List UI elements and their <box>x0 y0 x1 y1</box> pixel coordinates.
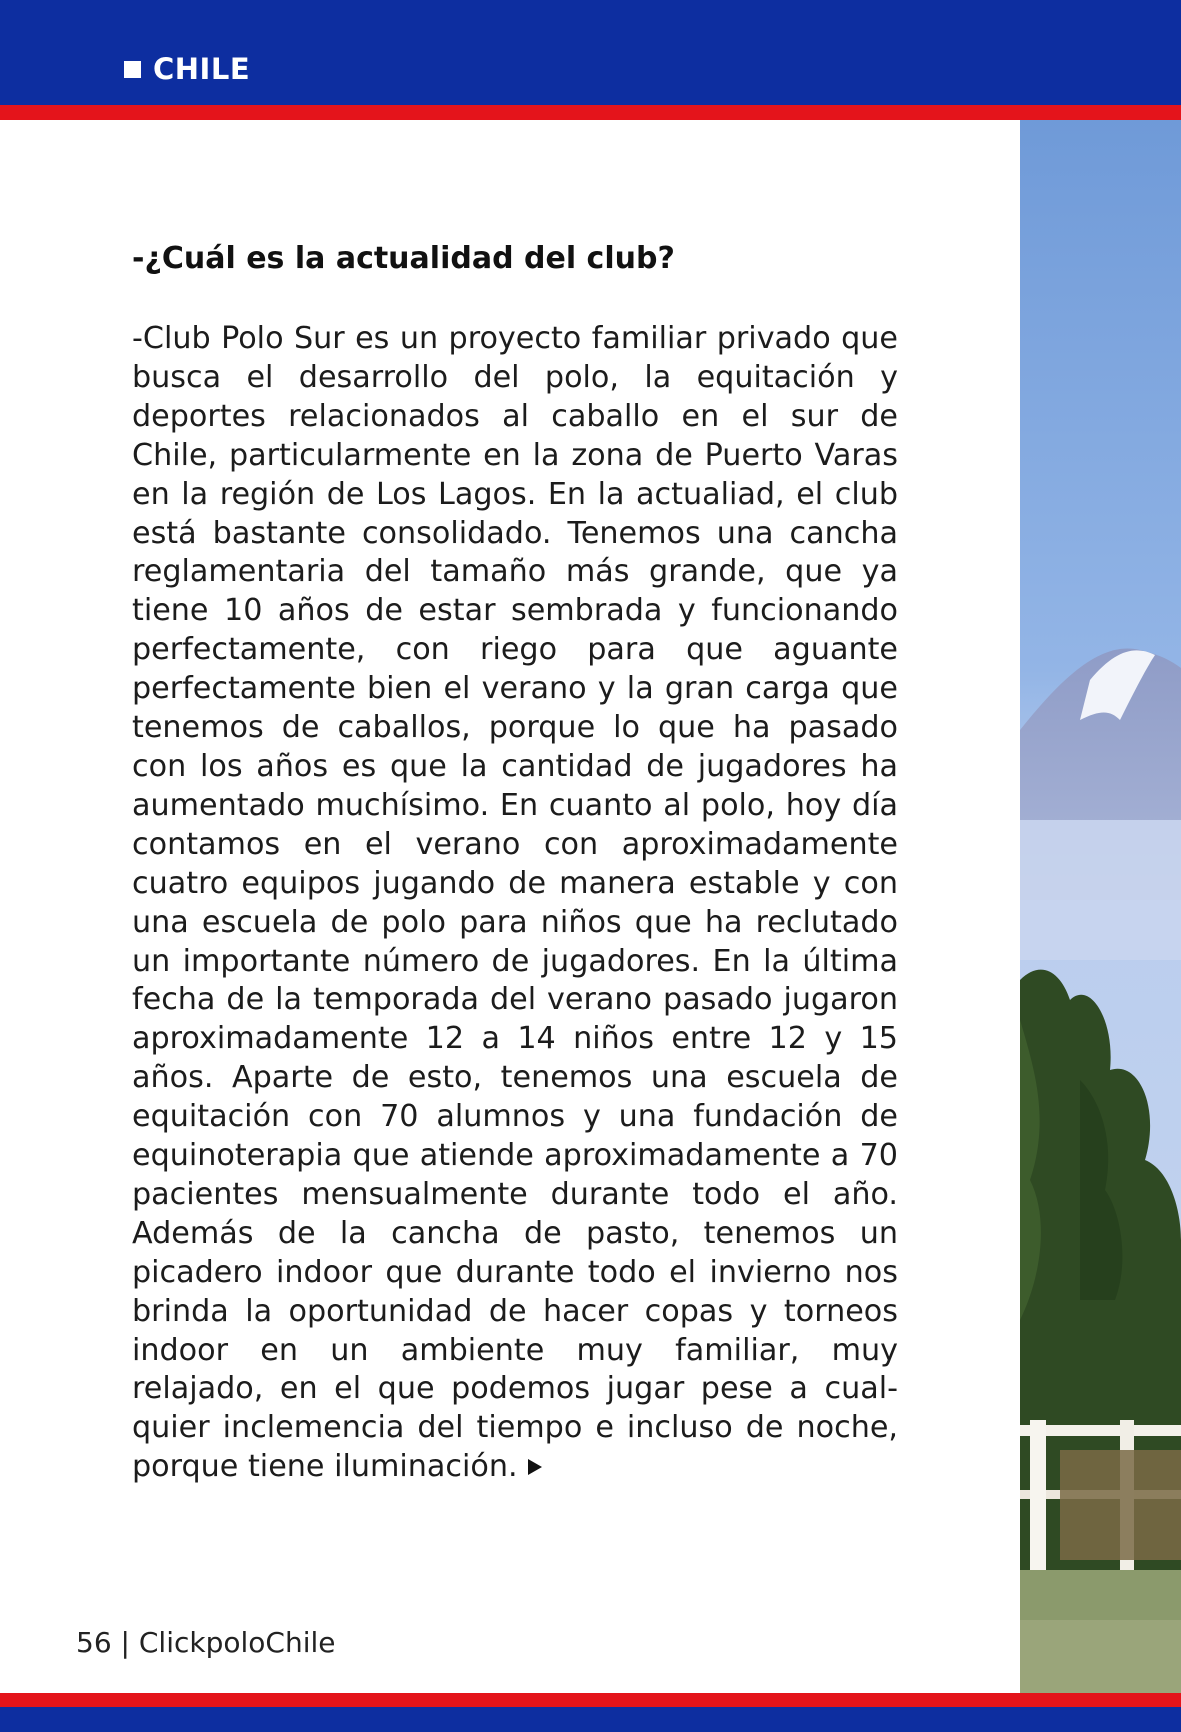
question-heading: -¿Cuál es la actualidad del club? <box>132 241 675 276</box>
footer-red-stripe <box>0 1693 1181 1707</box>
footer-blue-bar <box>0 1707 1181 1732</box>
page-footer: 56 | ClickpoloChile <box>76 1626 336 1659</box>
header-red-stripe <box>0 105 1181 120</box>
continue-arrow-icon <box>528 1459 542 1475</box>
landscape-photo <box>1020 120 1181 1693</box>
section-title: CHILE <box>153 52 251 86</box>
answer-paragraph <box>132 320 898 1487</box>
article <box>132 232 898 1487</box>
square-bullet-icon <box>124 61 141 78</box>
section-label <box>124 52 250 86</box>
answer-text: -Club Polo Sur es un proyecto familiar privado que busca el desarrollo del polo, la equitación y deportes relacionados al caballo en el sur de Chile, particularmente en la zona de Puerto Varas en la región de Los Lagos. En la actualiad, el club está bastante consolidado. Tenemos una cancha reglamentaria del tamaño más grande, que ya tiene 10 años de estar sembrada y funcionando perfectamente, con riego para que aguante perfectamente bien el verano y la gran carga que tenemos de caballos, porque lo que ha pasado con los años es que la cantidad de jugadores ha aumentado muchísimo. En cuanto al polo, hoy día contamos en el verano con aproximadamente cuatro equipos jugando de manera estable y con una escuela de polo para niños que ha reclutado un importante número de jugadores. En la última fecha de la temporada del verano pasado jugaron aproximadamente 12 a 14 niños entre 12 y 15 años. Aparte de esto, tenemos una escuela de equitación con 70 alumnos y una fundación de equinoterapia que atiende aproximadamente a 70 pacientes mensualmente durante todo el año. Además de la cancha de pasto, tenemos un picadero indoor que durante todo el invierno nos brinda la oportunidad de hacer copas y torneos indoor en un ambiente muy familiar, muy relajado, en el que podemos jugar pese a cualquier inclemencia del tiempo e incluso de noche, porque tiene iluminación. <box>132 321 898 1485</box>
